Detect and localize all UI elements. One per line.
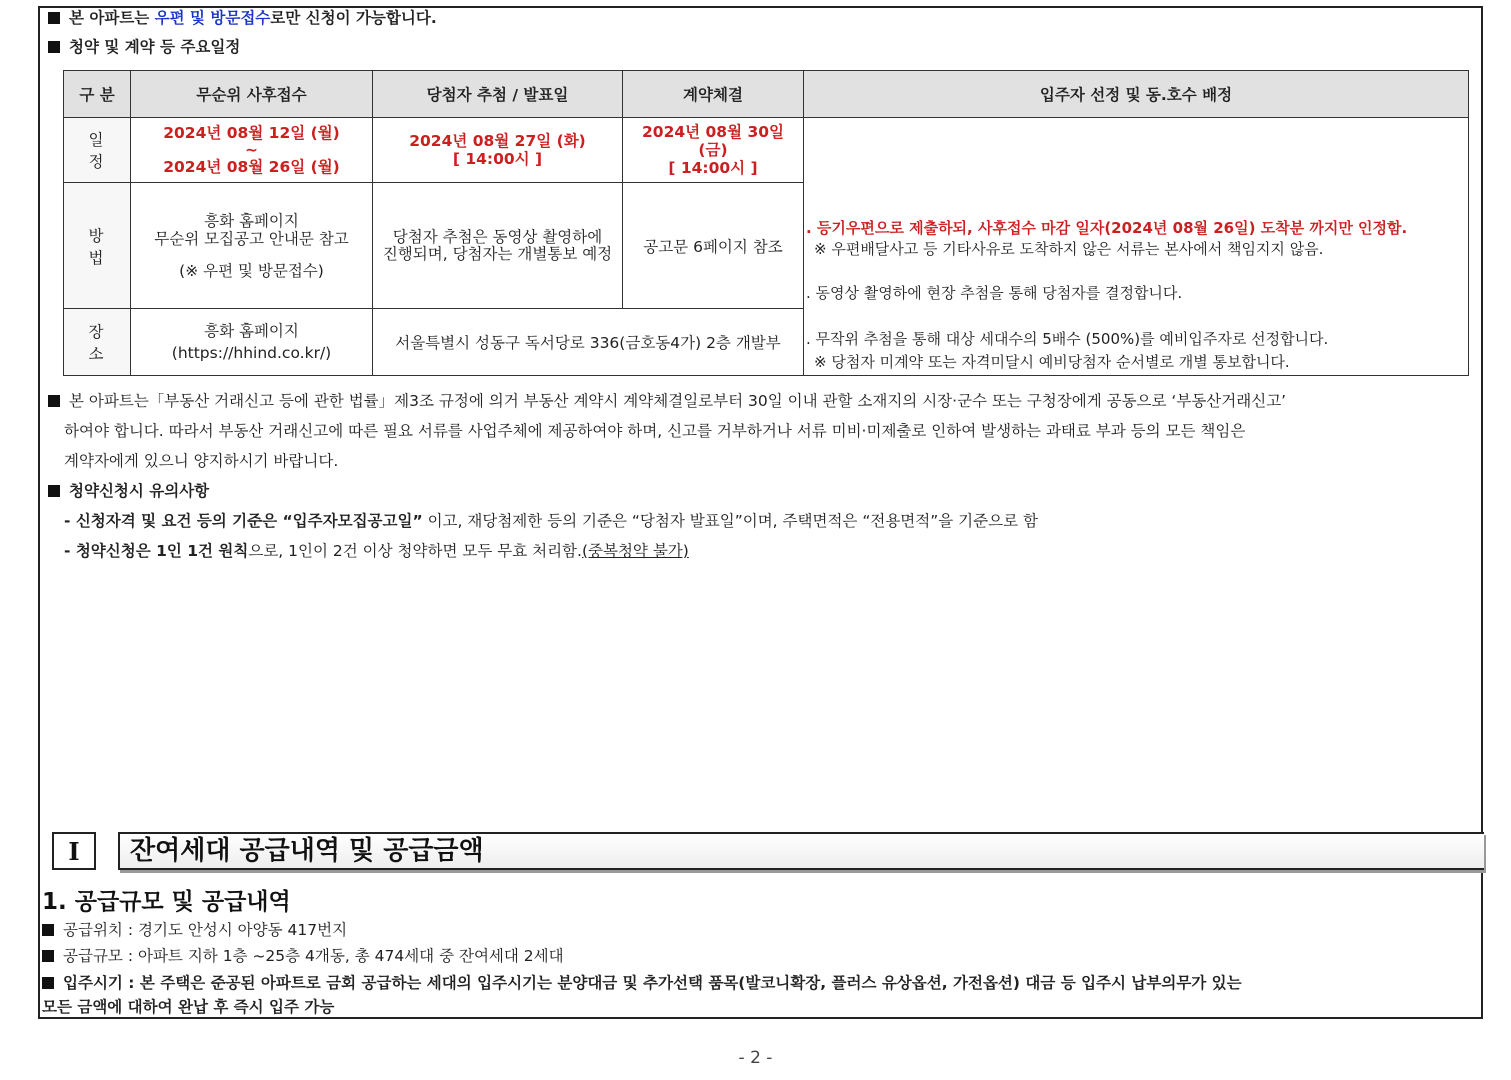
movein-period-cont: 모든 금액에 대하여 완납 후 즉시 입주 가능 — [42, 998, 335, 1016]
bullet-square-icon — [48, 485, 60, 497]
reception-place: 흥화 홈페이지 (https://hhind.co.kr/) — [131, 309, 373, 376]
bullet-square-icon — [42, 924, 54, 936]
draw-date: 2024년 08월 27일 (화) [ 14:00시 ] — [373, 118, 623, 183]
header-contract: 계약체결 — [623, 71, 804, 118]
apply-method-notice: 본 아파트는 우편 및 방문접수로만 신청이 가능합니다. — [48, 8, 437, 28]
bullet-square-icon — [42, 950, 54, 962]
selection-notes: . 등기우편으로 제출하되, 사후접수 마감 일자(2024년 08월 26일) 도착분 까지만 인정함. ※ 우편배달사고 등 기타사유로 도착하지 않은 서류는 본사에서 책임지지 않음. . 동영상 촬영하에 현장 추첨을 통해 당첨자를 결정합니다. . 무작위 추첨을 통해 대상 세대수의 5배수 (500%)를 예비입주자로 선정합니다. ※ 당첨자 미계약 또는 자격미달시 예비당첨자 순서별로 개별 통보합니다. — [804, 118, 1469, 376]
bullet-square-icon — [48, 12, 60, 24]
header-draw: 당첨자 추첨 / 발표일 — [373, 71, 623, 118]
row-label-place: 장 소 — [64, 309, 131, 376]
draw-contract-place: 서울특별시 성동구 독서당로 336(금호동4가) 2층 개발부 — [373, 309, 804, 376]
page-number: - 2 - — [738, 1048, 773, 1068]
row-label-date: 일 정 — [64, 118, 131, 183]
caution-item-2: - 청약신청은 1인 1건 원칙으로, 1인이 2건 이상 청약하면 모두 무효 처리함.(중복청약 불가) — [64, 542, 689, 560]
section-title: 잔여세대 공급내역 및 공급금액 — [118, 832, 1484, 870]
caution-heading: 청약신청시 유의사항 — [48, 476, 1463, 506]
table-row-date — [64, 118, 1469, 183]
movein-period: 입주시기 : 본 주택은 준공된 아파트로 금회 공급하는 세대의 입주시기는 분양대금 및 추가선택 품목(발코니확장, 플러스 유상옵션, 가전옵션) 대금 등 입주시 납부의무가 있는 — [42, 973, 1242, 993]
draw-method: 당첨자 추첨은 동영상 촬영하에 진행되며, 당첨자는 개별통보 예정 — [373, 183, 623, 309]
schedule-table — [63, 70, 1469, 376]
reception-method: 흥화 홈페이지 무순위 모집공고 안내문 참고 (※ 우편 및 방문접수) — [131, 183, 373, 309]
bullet-square-icon — [48, 395, 60, 407]
supply-location: 공급위치 : 경기도 안성시 아양동 417번지 — [42, 920, 347, 940]
subsection-title: 1. 공급규모 및 공급내역 — [42, 889, 291, 915]
bullet-square-icon — [42, 977, 54, 989]
bullet-square-icon — [48, 41, 60, 53]
header-reception: 무순위 사후접수 — [131, 71, 373, 118]
contract-date: 2024년 08월 30일 (금) [ 14:00시 ] — [623, 118, 804, 183]
supply-scale: 공급규모 : 아파트 지하 1층 ~25층 4개동, 총 474세대 중 잔여세대 2세대 — [42, 946, 564, 966]
contract-method: 공고문 6페이지 참조 — [623, 183, 804, 309]
section-number: I — [52, 832, 96, 870]
row-label-method: 방 법 — [64, 183, 131, 309]
schedule-heading: 청약 및 계약 등 주요일정 — [48, 37, 240, 57]
header-selection: 입주자 선정 및 동.호수 배정 — [804, 71, 1469, 118]
reception-period: 2024년 08월 12일 (월) ~ 2024년 08월 26일 (월) — [131, 118, 373, 183]
report-notice: 본 아파트는「부동산 거래신고 등에 관한 법률」제3조 규정에 의거 부동산 계약시 계약체결일로부터 30일 이내 관할 소재지의 시장·군수 또는 구청장에게 공동으로 ‘부동산거래신고’ 하여야 합니다. 따라서 부동산 거래신고에 따른 필요 서류를 사업주체에 제공하여야 하며, 신고를 거부하거나 서류 미비·미제출로 인하여 발생하는 과태료 부과 등의 모든 책임은 계약자에게 있으니 양지하시기 바랍니다. 청약신청시 유의사항 - 신청자격 및 요건 등의 기준은 “입주자모집공고일” 이고, 재당첨제한 등의 기준은 “당첨자 발표일”이며, 주택면적은 “전용면적”을 기준으로 함 - 청약신청은 1인 1건 원칙으로, 1인이 2건 이상 청약하면 모두 무효 처리함.(중복청약 불가) — [48, 386, 1463, 566]
caution-item-1: - 신청자격 및 요건 등의 기준은 “입주자모집공고일” 이고, 재당첨제한 등의 기준은 “당첨자 발표일”이며, 주택면적은 “전용면적”을 기준으로 함 — [64, 512, 1038, 530]
header-category: 구 분 — [64, 71, 131, 118]
